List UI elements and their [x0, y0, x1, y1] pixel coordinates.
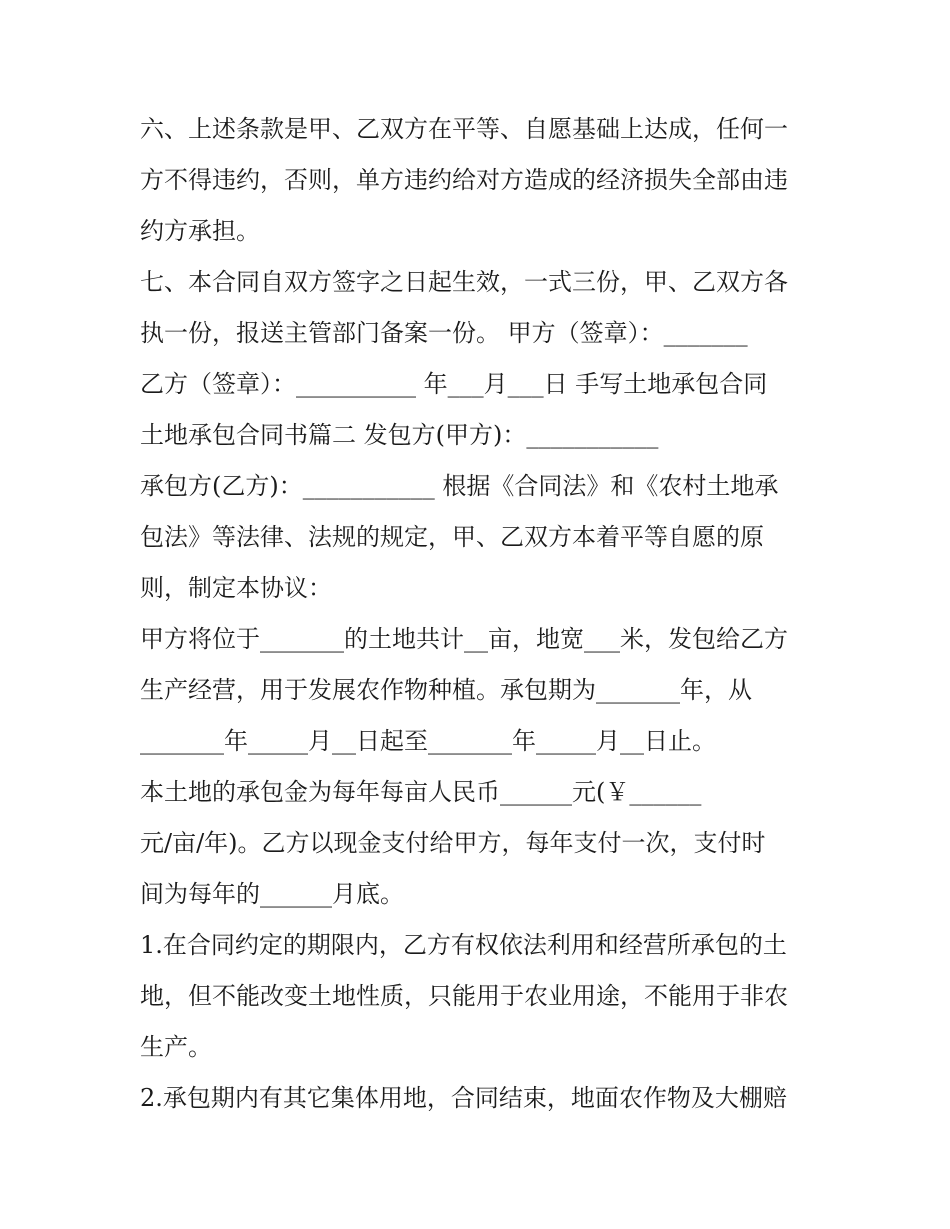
text-line: 方不得违约，否则，单方违约给对方造成的经济损失全部由违	[140, 166, 788, 194]
text-line: 生产。	[140, 1033, 212, 1061]
text-line: 土地承包合同书篇二 发包方(甲方)：___________	[140, 421, 659, 449]
text-line: 本土地的承包金为每年每亩人民币______元(￥______	[140, 778, 702, 806]
text-line: 甲方将位于_______的土地共计__亩，地宽___米，发包给乙方	[140, 625, 788, 653]
text-line: 地，但不能改变土地性质，只能用于农业用途，不能用于非农	[140, 982, 788, 1010]
text-line: 间为每年的______月底。	[140, 880, 404, 908]
text-line: 乙方（签章）：__________ 年___月___日 手写土地承包合同	[140, 370, 768, 398]
text-line: 包法》等法律、法规的规定，甲、乙双方本着平等自愿的原	[140, 523, 764, 551]
text-line: 承包方(乙方)：___________ 根据《合同法》和《农村土地承	[140, 472, 779, 500]
text-line: _______年_____月__日起至_______年_____月__日止。	[140, 727, 716, 755]
document-body	[140, 104, 820, 1124]
text-line: 六、上述条款是甲、乙双方在平等、自愿基础上达成，任何一	[140, 115, 788, 143]
text-line: 2.承包期内有其它集体用地，合同结束，地面农作物及大棚赔	[140, 1084, 787, 1112]
text-line: 执一份，报送主管部门备案一份。 甲方（签章）：_______	[140, 319, 748, 347]
text-line: 七、本合同自双方签字之日起生效，一式三份，甲、乙双方各	[140, 268, 788, 296]
text-line: 则，制定本协议：	[140, 574, 332, 602]
text-line: 1.在合同约定的期限内，乙方有权依法利用和经营所承包的土	[140, 931, 787, 959]
text-line: 约方承担。	[140, 217, 260, 245]
text-line: 生产经营，用于发展农作物种植。承包期为_______年，从	[140, 676, 752, 704]
text-line: 元/亩/年)。乙方以现金支付给甲方，每年支付一次，支付时	[140, 829, 766, 857]
